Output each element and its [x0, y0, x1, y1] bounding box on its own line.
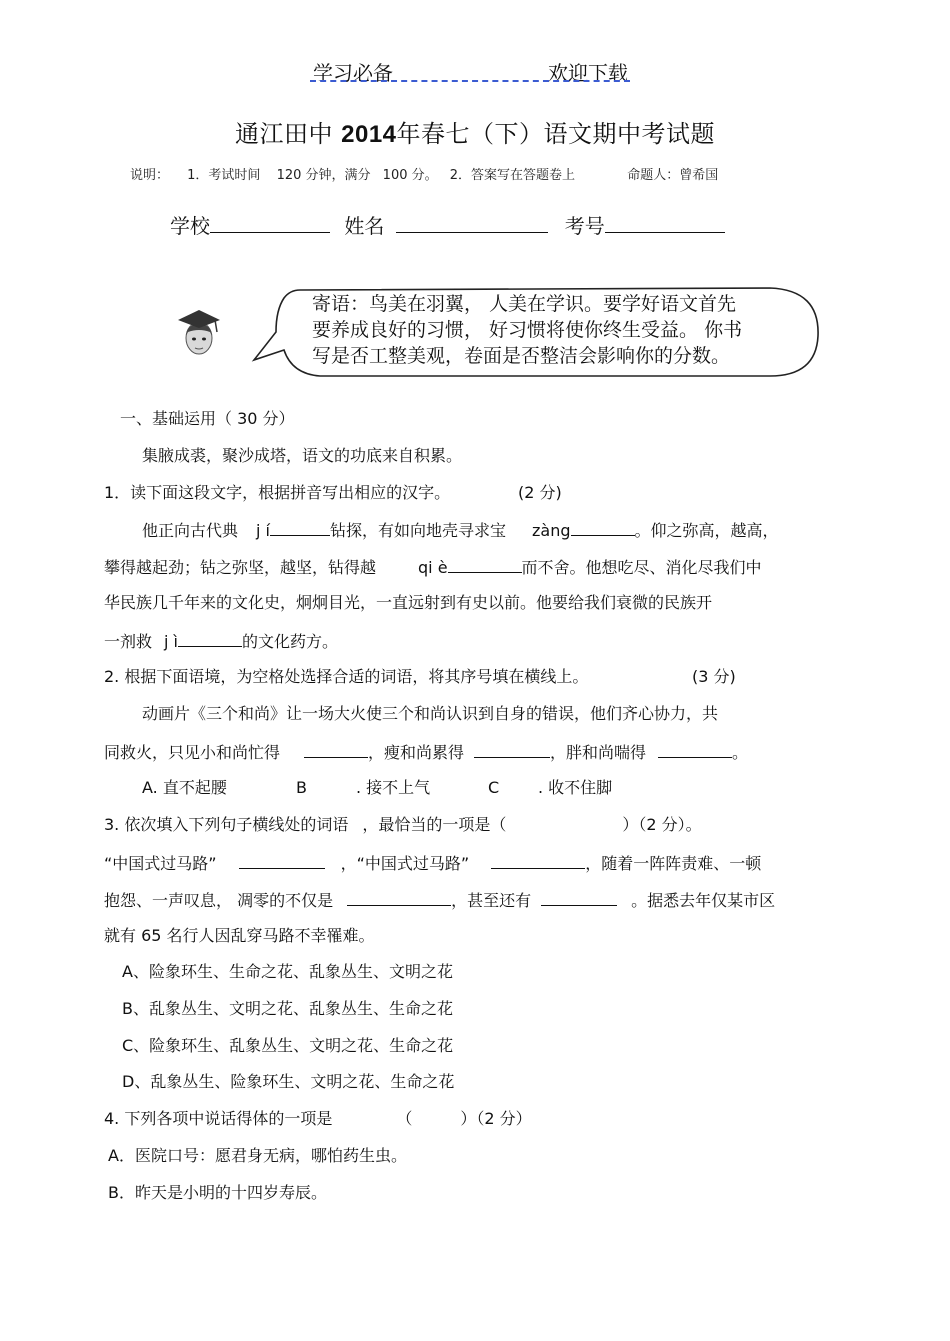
- q2-line-1: 动画片《三个和尚》让一场大火使三个和尚认识到自身的错误，他们齐心协力，共: [142, 704, 719, 723]
- q2-stem: 2. 根据下面语境，为空格处选择合适的词语，将其序号填在横线上。: [104, 667, 589, 686]
- q1-text: 而不舍。他想吃尽、消化尽我们中: [521, 558, 762, 577]
- q2-text: 。: [732, 743, 749, 762]
- answer-blank[interactable]: [491, 852, 585, 869]
- q3-text: 。据悉去年仅某市区: [631, 891, 776, 910]
- title-school: 通江田中: [234, 120, 333, 148]
- header-right: 欢迎下载: [548, 61, 628, 85]
- q4-option-a: A．医院口号：愿君身无病，哪怕药生虫。: [108, 1146, 407, 1165]
- pinyin-ji4: j ì: [164, 632, 178, 651]
- q1-text: 一剂救: [104, 632, 153, 651]
- answer-blank[interactable]: [239, 852, 325, 869]
- q1-text: 的文化药方。: [242, 632, 339, 651]
- answer-blank[interactable]: [270, 519, 330, 536]
- note-author: 命题人：曾希国: [627, 168, 719, 183]
- exam-title: [0, 114, 950, 149]
- q2-option-b-letter: B: [296, 778, 307, 797]
- q1-score: (2 分): [518, 483, 562, 502]
- q4-text: （: [396, 1109, 413, 1128]
- q3-text: ，“中国式过马路”: [340, 854, 470, 873]
- note-item2: 2．答案写在答题卷上: [449, 168, 576, 183]
- message-line-3: 写是否工整美观，卷面是否整洁会影响你的分数。: [312, 345, 731, 367]
- title-year: 2014: [341, 121, 397, 148]
- q3-option-b: B、乱象丛生、文明之花、乱象丛生、生命之花: [122, 999, 453, 1018]
- q1-text: 攀得越起劲；钻之弥坚，越坚，钻得越: [104, 558, 377, 577]
- pinyin-ji: j í: [256, 521, 270, 540]
- q2-option-a: A. 直不起腰: [142, 778, 227, 797]
- note-score: 100 分。: [382, 168, 438, 183]
- q3-text: ，甚至还有: [451, 891, 532, 910]
- answer-blank[interactable]: [658, 741, 732, 758]
- q2-line-2: [104, 741, 748, 763]
- number-label: 考号: [564, 214, 605, 238]
- q4-stem: [104, 1109, 532, 1129]
- pinyin-qie: qi è: [418, 558, 448, 577]
- q3-option-c: C、险象环生、乱象丛生、文明之花、生命之花: [122, 1036, 454, 1055]
- header-dashed-rule: [310, 80, 630, 82]
- q1-text: 。仰之弥高，越高，: [634, 521, 779, 540]
- q3-line-1: [104, 852, 761, 874]
- q1-stem: 1．读下面这段文字，根据拼音写出相应的汉字。: [104, 483, 451, 502]
- q1-text: 钻探，有如向地壳寻求宝: [330, 521, 507, 540]
- q2-option-c: . 收不住脚: [538, 778, 613, 797]
- q3-text: “中国式过马路”: [104, 854, 217, 873]
- exam-instructions: [130, 164, 718, 183]
- q2-option-b: . 接不上气: [356, 778, 431, 797]
- q3-stem: [104, 815, 702, 835]
- message-line-2: 要养成良好的习惯， 好习惯将使你终生受益。 你书: [312, 319, 743, 341]
- section-1-intro: 集腋成裘，聚沙成塔，语文的功底来自积累。: [142, 446, 463, 465]
- header-left: 学习必备: [313, 61, 393, 85]
- q3-text: 抱怨、一声叹息， 凋零的不仅是: [104, 891, 334, 910]
- note-minutes: 120 分钟，满分: [276, 168, 371, 183]
- q3-text: 3. 依次填入下列句子横线处的词语: [104, 815, 349, 834]
- q3-line-2: [104, 889, 775, 911]
- q4-text: ）（2 分）: [460, 1109, 532, 1128]
- q2-score: (3 分): [692, 667, 736, 686]
- q1-line-4: [104, 630, 338, 652]
- q3-text: ）（2 分）。: [622, 815, 702, 834]
- answer-blank[interactable]: [178, 630, 242, 647]
- q2-text: 同救火，只见小和尚忙得: [104, 743, 281, 762]
- name-field[interactable]: [396, 212, 548, 233]
- school-label: 学校: [170, 214, 210, 238]
- q2-option-c-letter: C: [488, 778, 500, 797]
- answer-blank[interactable]: [571, 519, 635, 536]
- student-info-line: [170, 210, 725, 239]
- answer-blank[interactable]: [448, 556, 522, 573]
- q3-line-3: 就有 65 名行人因乱穿马路不幸罹难。: [104, 926, 375, 945]
- q4-option-b: B．昨天是小明的十四岁寿辰。: [108, 1183, 327, 1202]
- q1-line-2: [104, 556, 762, 578]
- note-label: 说明：: [130, 168, 170, 183]
- name-label: 姓名: [344, 214, 385, 238]
- q3-text: ，随着一阵阵责难、一顿: [585, 854, 762, 873]
- q3-option-d: D、乱象丛生、险象环生、文明之花、生命之花: [122, 1072, 455, 1091]
- q3-text: ，最恰当的一项是（: [362, 815, 507, 834]
- q3-option-a: A、险象环生、生命之花、乱象丛生、文明之花: [122, 962, 453, 981]
- student-avatar-icon: [175, 306, 223, 358]
- section-1-title: 一、基础运用（ 30 分）: [120, 409, 295, 428]
- message-line-1: 寄语：鸟美在羽翼， 人美在学识。要学好语文首先: [312, 293, 737, 315]
- pinyin-zang: zàng: [532, 521, 571, 540]
- q1-line-1: [142, 519, 779, 541]
- note-item1: 1．考试时间: [187, 168, 261, 183]
- q1-text: 他正向古代典: [142, 521, 239, 540]
- q4-text: 4. 下列各项中说话得体的一项是: [104, 1109, 333, 1128]
- number-field[interactable]: [605, 212, 725, 233]
- q1-line-3: 华民族几千年来的文化史，炯炯目光，一直远射到有史以前。他要给我们衰微的民族开: [104, 593, 713, 612]
- answer-blank[interactable]: [304, 741, 368, 758]
- answer-blank[interactable]: [347, 889, 451, 906]
- school-field[interactable]: [210, 212, 330, 233]
- q2-text: ，瘦和尚累得: [368, 743, 465, 762]
- q2-text: ，胖和尚喘得: [550, 743, 647, 762]
- answer-blank[interactable]: [474, 741, 550, 758]
- title-main: 年春七（下）语文期中考试题: [396, 120, 716, 148]
- answer-blank[interactable]: [541, 889, 617, 906]
